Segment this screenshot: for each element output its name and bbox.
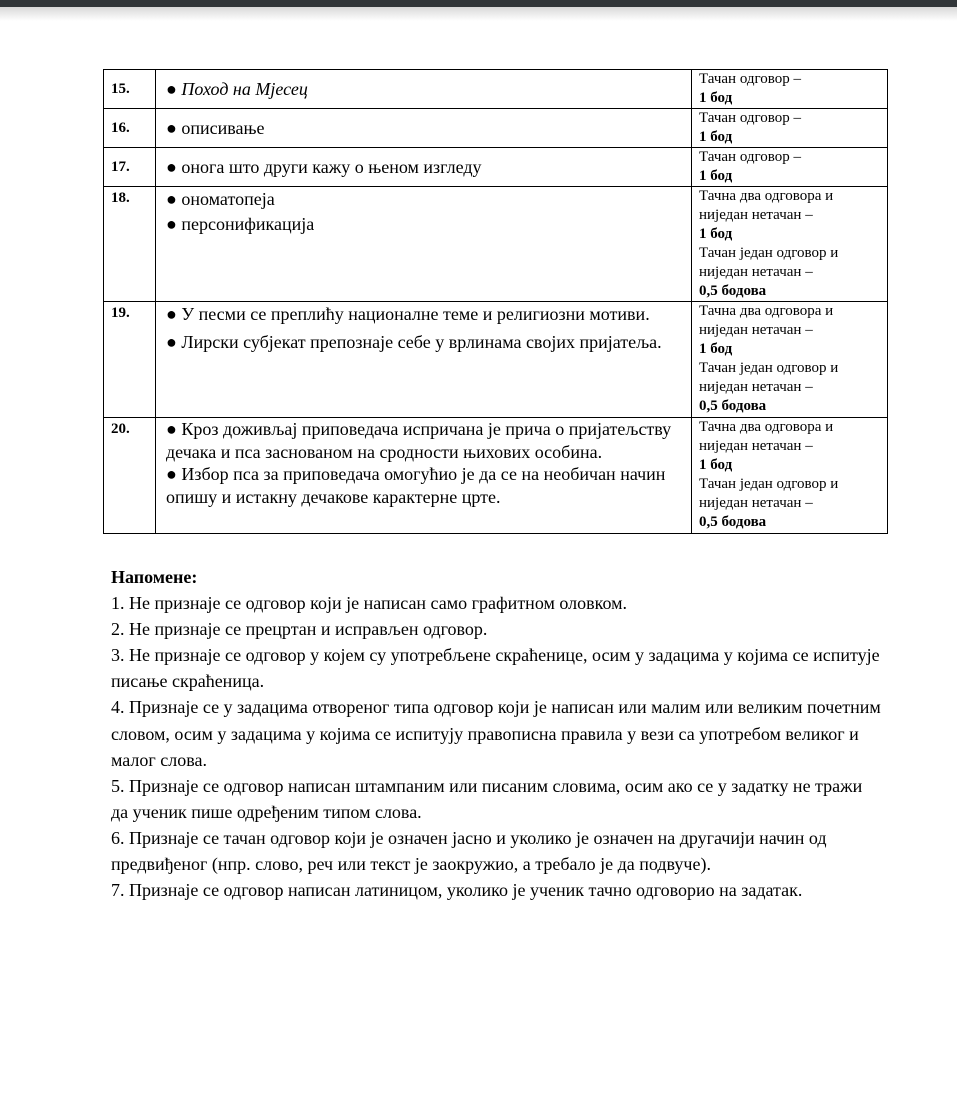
points-value: 0,5 бодова: [699, 398, 767, 414]
points-value: 0,5 бодова: [699, 283, 767, 299]
table-row: [104, 70, 888, 109]
points-criterion: ниједан нетачан –: [699, 379, 813, 395]
table-row: [104, 418, 888, 534]
answer-item: ● Кроз доживљај приповедача испричана је прича о пријатељству дечака и пса заснованом на сродности њихових особина.: [166, 419, 672, 462]
task-number: 19.: [104, 302, 156, 418]
task-number: 16.: [104, 109, 156, 148]
answer-item: ● онога што други кажу о њеном изгледу: [166, 157, 482, 177]
points-criterion: Тачан један одговор и: [699, 476, 839, 492]
points-value: 1 бод: [699, 168, 733, 184]
points-criterion: Тачна два одговора и: [699, 303, 834, 319]
answer-cell: [156, 187, 692, 302]
note-item: 5. Признаје се одговор написан штампаним или писаним словима, осим ако се у задатку не тражи да ученик пише одређеним типом слова.: [111, 775, 863, 822]
points-value: 1 бод: [699, 457, 733, 473]
answer-item: ● Лирски субјекат препознаје себе у врлинама својих пријатеља.: [166, 332, 662, 352]
notes-title: Напомене:: [111, 567, 198, 587]
points-criterion: Тачан један одговор и: [699, 245, 839, 261]
points-criterion: ниједан нетачан –: [699, 264, 813, 280]
points-criterion: ниједан нетачан –: [699, 207, 813, 223]
points-criterion: Тачан одговор –: [699, 110, 802, 126]
notes-section: [111, 564, 881, 903]
answer-item: ● ономатопеја: [166, 189, 275, 209]
task-number: 15.: [104, 70, 156, 109]
toolbar-shadow: [0, 7, 957, 21]
points-cell: [692, 70, 888, 109]
points-cell: [692, 187, 888, 302]
points-value: 1 бод: [699, 129, 733, 145]
table-row: [104, 302, 888, 418]
points-criterion: Тачан одговор –: [699, 71, 802, 87]
points-cell: [692, 418, 888, 534]
points-criterion: ниједан нетачан –: [699, 495, 813, 511]
points-value: 1 бод: [699, 90, 733, 106]
points-value: 1 бод: [699, 226, 733, 242]
points-cell: [692, 302, 888, 418]
answer-cell: [156, 418, 692, 534]
task-number: 20.: [104, 418, 156, 534]
points-criterion: Тачан један одговор и: [699, 360, 839, 376]
answer-cell: [156, 109, 692, 148]
points-cell: [692, 148, 888, 187]
points-criterion: Тачна два одговора и: [699, 188, 834, 204]
answer-item: ● описивање: [166, 118, 265, 138]
answer-item: ● персонификација: [166, 214, 315, 234]
note-item: 1. Не признаје се одговор који је написан само графитном оловком.: [111, 593, 627, 614]
answer-cell: [156, 70, 692, 109]
points-criterion: ниједан нетачан –: [699, 438, 813, 454]
points-criterion: ниједан нетачан –: [699, 322, 813, 338]
answer-item: ● У песми се преплићу националне теме и религиозни мотиви.: [166, 304, 650, 324]
points-cell: [692, 109, 888, 148]
task-number: 17.: [104, 148, 156, 187]
table-row: [104, 148, 888, 187]
points-value: 1 бод: [699, 341, 733, 357]
answer-cell: [156, 302, 692, 418]
task-number: 18.: [104, 187, 156, 302]
note-item: 6. Признаје се тачан одговор који је означен јасно и уколико је означен на другачији начин од предвиђеног (нпр. слово, реч или текст је заокружио, а требало је да подвуче).: [111, 827, 827, 875]
note-item: 7. Признаје се одговор написан латиницом, уколико је ученик тачно одговорио на задатак.: [111, 880, 803, 901]
points-criterion: Тачан одговор –: [699, 149, 802, 165]
points-value: 0,5 бодова: [699, 514, 767, 530]
table-row: [104, 109, 888, 148]
answer-key-table: [103, 69, 888, 534]
points-criterion: Тачна два одговора и: [699, 419, 834, 435]
note-item: 2. Не признаје се прецртан и исправљен одговор.: [111, 619, 488, 640]
answer-item: ● Поход на Мјесец: [166, 79, 308, 99]
viewer-toolbar: [0, 0, 957, 7]
answer-cell: [156, 148, 692, 187]
table-row: [104, 187, 888, 302]
answer-item: ● Избор пса за приповедача омогућио је да се на необичан начин опишу и истакну дечакове карактерне црте.: [166, 464, 666, 507]
note-item: 3. Не признаје се одговор у којем су употребљене скраћенице, осим у задацима у којима се испитује писање скраћеница.: [111, 645, 880, 692]
note-item: 4. Признаје се у задацима отвореног типа одговор који је написан или малим или великим почетним словом, осим у задацима у којима се испитују правописна правила у вези са употребом великог и малог слова.: [111, 697, 881, 770]
